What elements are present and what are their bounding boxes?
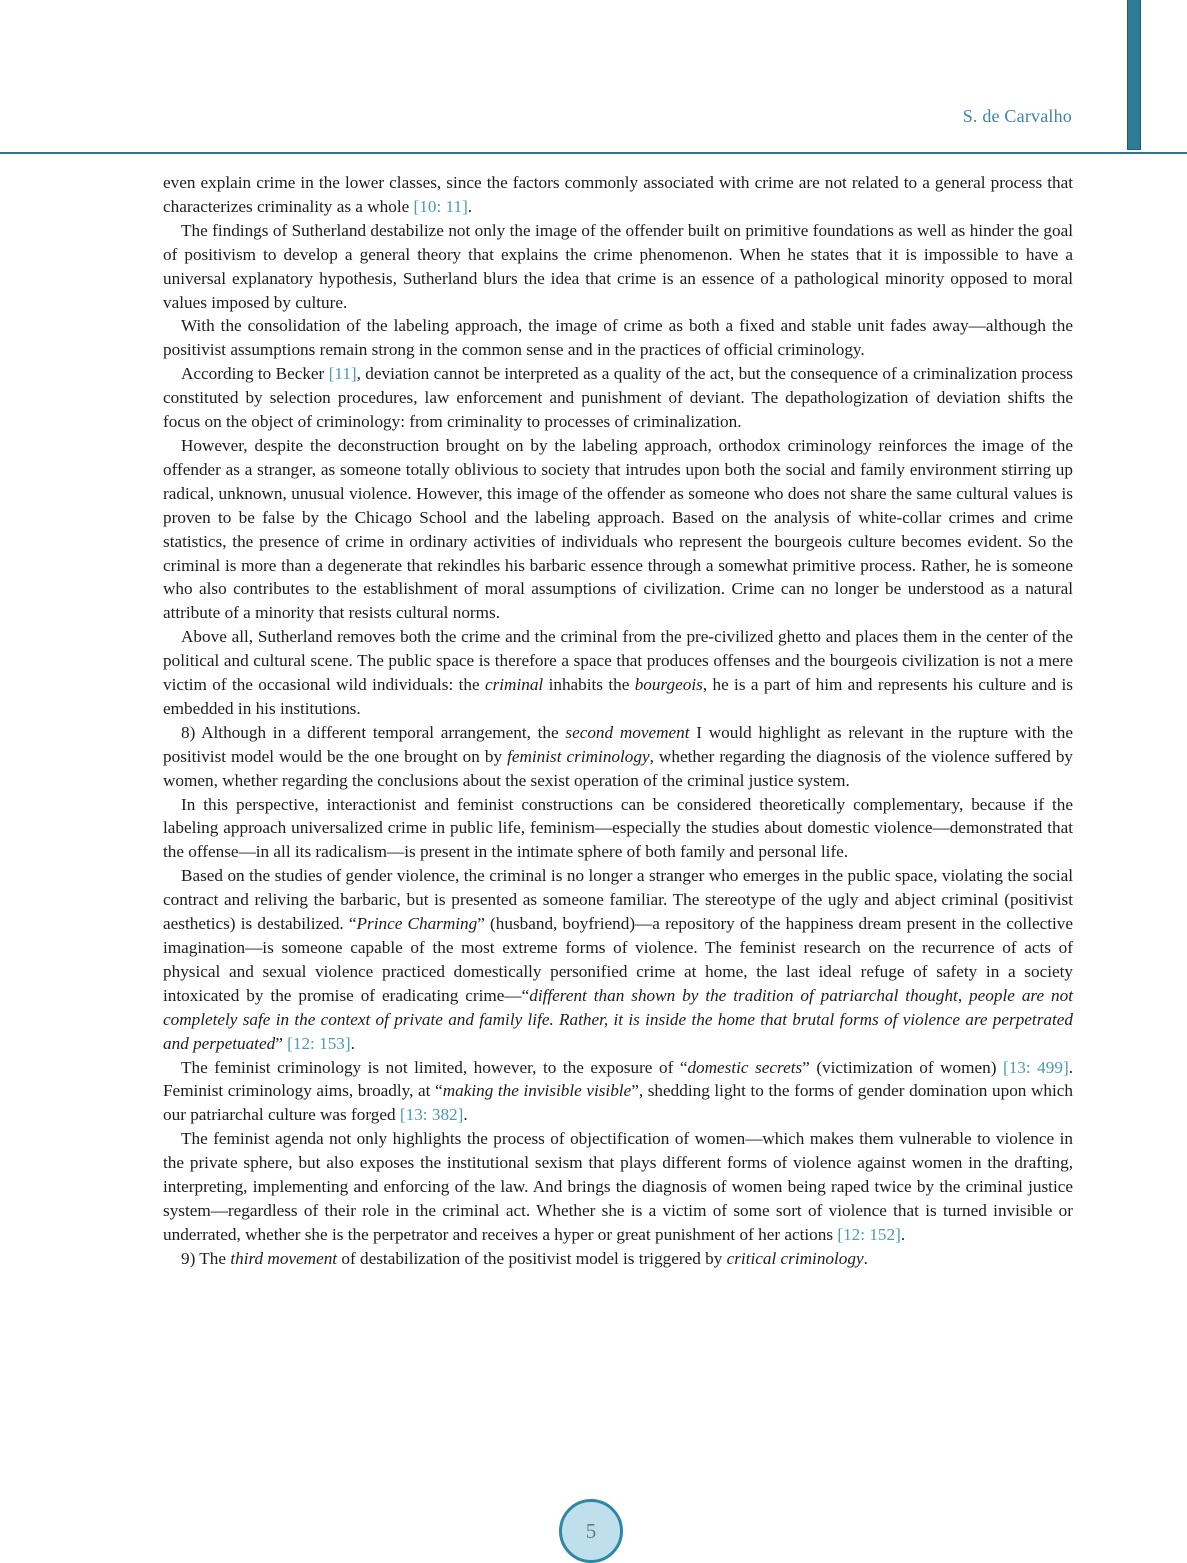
paragraph: The feminist criminology is not limited, however, to the exposure of “domestic secrets” (victimization of women) [13: 499]. Feminist criminology aims, broadly, at “making the invisible visible”, shedding light to the forms of gender domination upon which our patriarchal culture was forged [13: 382]. xyxy=(163,1057,1073,1125)
paragraph: However, despite the deconstruction brought on by the labeling approach, orthodox criminology reinforces the image of the offender as a stranger, as someone totally oblivious to society that intrudes upon both the social and family environment stirring up radical, unknown, unusual violence. However, this image of the offender as someone who does not share the same cultural values is proven to be false by the Chicago School and the labeling approach. Based on the analysis of white-collar crimes and crime statistics, the presence of crime in ordinary activities of individuals who represent the bourgeois culture becomes evident. So the criminal is more than a degenerate that rekindles his barbaric essence through a somewhat primitive process. Rather, he is someone who also contributes to the establishment of moral assumptions of civilization. Crime can no longer be understood as a natural attribute of a minority that resists cultural norms. xyxy=(163,435,1073,623)
paragraph: even explain crime in the lower classes, since the factors commonly associated with crime are not related to a general process that characterizes criminality as a whole [10: 11]. xyxy=(163,173,1073,216)
citation-link[interactable]: [11] xyxy=(328,364,357,384)
article-body xyxy=(163,171,1073,1271)
header-rule xyxy=(0,152,1187,154)
paragraph: Based on the studies of gender violence, the criminal is no longer a stranger who emerges in the public space, violating the social contract and reliving the barbaric, but is presented as someone familiar. The stereotype of the ugly and abject criminal (positivist aesthetics) is destabilized. “Prince Charming” (husband, boyfriend)—a repository of the happiness dream present in the collective imagination—is someone capable of the most extreme forms of violence. The feminist research on the recurrence of acts of physical and sexual violence practiced domestically personified crime at home, the last ideal refuge of safety in a society intoxicated by the promise of eradicating crime—“different than shown by the tradition of patriarchal thought, people are not completely safe in the context of private and family life. Rather, it is inside the home that brutal forms of violence are perpetrated and perpetuated” [12: 153]. xyxy=(163,866,1074,1053)
emphasis-text: bourgeois xyxy=(634,675,703,695)
paragraph: 9) The third movement of destabilization of the positivist model is triggered by critical criminology. xyxy=(181,1248,868,1268)
emphasis-text: making the invisible visible xyxy=(442,1081,632,1101)
citation-link[interactable]: [12: 153] xyxy=(287,1033,351,1053)
emphasis-text: different than shown by the tradition of patriarchal thought, people are not completely safe in the context of private and family life. Rather, it is inside the home that brutal forms of violence are perpetrated and perpetuated xyxy=(163,985,1074,1053)
citation-link[interactable]: [13: 499] xyxy=(1002,1057,1069,1077)
emphasis-text: second movement xyxy=(565,722,690,742)
citation-link[interactable]: [10: 11] xyxy=(413,196,468,216)
citation-link[interactable]: [13: 382] xyxy=(399,1105,464,1125)
paragraph: Above all, Sutherland removes both the crime and the criminal from the pre-civilized ghetto and places them in the center of the political and cultural scene. The public space is therefore a space that produces offenses and the bourgeois civilization is not a mere victim of the occasional wild individuals: the criminal inhabits the bourgeois, he is a part of him and represents his culture and is embedded in his institutions. xyxy=(163,627,1073,718)
paragraph: With the consolidation of the labeling approach, the image of crime as both a fixed and stable unit fades away—although the positivist assumptions remain strong in the common sense and in the practices of official criminology. xyxy=(163,316,1073,360)
citation-link[interactable]: [12: 152] xyxy=(837,1224,901,1244)
emphasis-text: critical criminology xyxy=(726,1248,864,1268)
accent-corner-bar xyxy=(1127,0,1141,150)
paragraph: According to Becker [11], deviation cannot be interpreted as a quality of the act, but the consequence of a criminalization process constituted by selection procedures, law enforcement and punishment of deviant. The depathologization of deviation shifts the focus on the object of criminology: from criminality to processes of criminalization. xyxy=(163,364,1073,432)
page-number-badge xyxy=(559,1499,623,1563)
page-number: 5 xyxy=(585,1518,597,1543)
emphasis-text: domestic secrets xyxy=(687,1057,803,1077)
paragraph: In this perspective, interactionist and feminist constructions can be considered theoretically complementary, because if the labeling approach universalized crime in public life, feminism—especially the studies about domestic violence—demonstrated that the offense—in all its radicalism—is present in the intimate sphere of both family and personal life. xyxy=(163,794,1073,862)
emphasis-text: Prince Charming xyxy=(356,914,478,934)
paragraph: The findings of Sutherland destabilize not only the image of the offender built on primitive foundations as well as hinder the goal of positivism to develop a general theory that explains the crime phenomenon. When he states that it is impossible to have a universal explanatory hypothesis, Sutherland blurs the idea that crime is an essence of a pathological minority opposed to moral values imposed by culture. xyxy=(163,220,1073,312)
paragraph: The feminist agenda not only highlights the process of objectification of women—which makes them vulnerable to violence in the private sphere, but also exposes the institutional sexism that plays different forms of violence against women in the drafting, interpreting, implementing and enforcing of the law. And brings the diagnosis of women being raped twice by the criminal justice system—regardless of their role in the criminal act. Whether she is a victim of some sort of violence that is turned invisible or underrated, whether she is the perpetrator and receives a hyper or great punishment of her actions [12: 152]. xyxy=(163,1129,1073,1244)
emphasis-text: feminist criminology xyxy=(507,746,650,766)
emphasis-text: criminal xyxy=(484,675,544,695)
emphasis-text: third movement xyxy=(230,1248,338,1268)
paragraph: 8) Although in a different temporal arrangement, the second movement I would highlight as relevant in the rupture with the positivist model would be the one brought on by feminist criminology, whether regarding the diagnosis of the violence suffered by women, whether regarding the conclusions about the sexist operation of the criminal justice system. xyxy=(163,722,1074,790)
header-author: S. de Carvalho xyxy=(962,106,1072,126)
